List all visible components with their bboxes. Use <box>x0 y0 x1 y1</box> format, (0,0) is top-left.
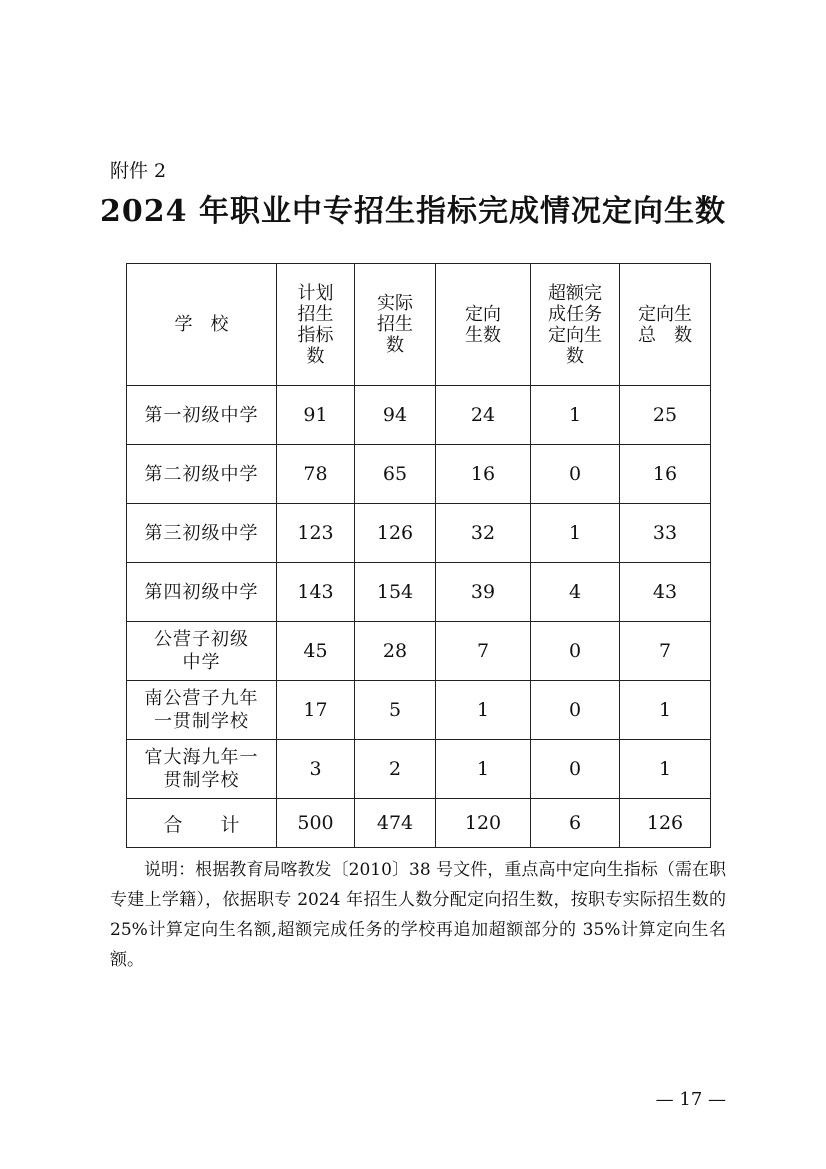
total-cell: 1 <box>620 740 711 799</box>
school-name-cell: 公营子初级 中学 <box>127 622 277 681</box>
total-plan: 500 <box>277 799 355 848</box>
excess-cell: 1 <box>531 504 620 563</box>
total-cell: 1 <box>620 681 711 740</box>
school-name-cell: 第四初级中学 <box>127 563 277 622</box>
document-title: 2024 年职业中专招生指标完成情况定向生数 <box>100 194 726 229</box>
total-cell: 25 <box>620 386 711 445</box>
header-school: 学 校 <box>127 264 277 386</box>
school-name-cell: 第一初级中学 <box>127 386 277 445</box>
excess-cell: 0 <box>531 445 620 504</box>
directed-cell: 39 <box>436 563 531 622</box>
total-row <box>127 799 711 848</box>
excess-cell: 0 <box>531 740 620 799</box>
header-directed: 定向 生数 <box>436 264 531 386</box>
data-table <box>126 263 711 848</box>
total-cell: 33 <box>620 504 711 563</box>
total-actual: 474 <box>355 799 436 848</box>
total-excess: 6 <box>531 799 620 848</box>
school-name-cell: 第三初级中学 <box>127 504 277 563</box>
table-row <box>127 563 711 622</box>
directed-cell: 7 <box>436 622 531 681</box>
table-row <box>127 504 711 563</box>
excess-cell: 4 <box>531 563 620 622</box>
header-total: 定向生 总 数 <box>620 264 711 386</box>
total-cell: 7 <box>620 622 711 681</box>
actual-cell: 28 <box>355 622 436 681</box>
actual-cell: 94 <box>355 386 436 445</box>
header-actual: 实际 招生 数 <box>355 264 436 386</box>
plan-cell: 143 <box>277 563 355 622</box>
actual-cell: 65 <box>355 445 436 504</box>
directed-cell: 32 <box>436 504 531 563</box>
table-row <box>127 681 711 740</box>
table-header-row <box>127 264 711 386</box>
total-cell: 16 <box>620 445 711 504</box>
plan-cell: 123 <box>277 504 355 563</box>
school-name-cell: 第二初级中学 <box>127 445 277 504</box>
plan-cell: 45 <box>277 622 355 681</box>
plan-cell: 91 <box>277 386 355 445</box>
actual-cell: 154 <box>355 563 436 622</box>
plan-cell: 78 <box>277 445 355 504</box>
total-directed: 120 <box>436 799 531 848</box>
table-row <box>127 622 711 681</box>
directed-cell: 1 <box>436 740 531 799</box>
explanatory-note: 说明：根据教育局喀教发〔2010〕38 号文件，重点高中定向生指标（需在职专建上学籍），依据职专 2024 年招生人数分配定向招生数，按职专实际招生数的 25%计算定向生名额,超额完成任务的学校再追加超额部分的 35%计算定向生名额。 <box>110 860 726 970</box>
attachment-label: 附件 2 <box>110 160 167 182</box>
total-cell: 43 <box>620 563 711 622</box>
header-plan: 计划 招生 指标 数 <box>277 264 355 386</box>
directed-cell: 24 <box>436 386 531 445</box>
directed-cell: 1 <box>436 681 531 740</box>
table-row <box>127 386 711 445</box>
actual-cell: 126 <box>355 504 436 563</box>
school-name-cell: 南公营子九年 一贯制学校 <box>127 681 277 740</box>
excess-cell: 0 <box>531 622 620 681</box>
header-excess: 超额完 成任务 定向生 数 <box>531 264 620 386</box>
excess-cell: 0 <box>531 681 620 740</box>
directed-cell: 16 <box>436 445 531 504</box>
plan-cell: 3 <box>277 740 355 799</box>
plan-cell: 17 <box>277 681 355 740</box>
page-number: — 17 — <box>655 1089 726 1110</box>
total-label: 合 计 <box>127 799 277 848</box>
table-row <box>127 740 711 799</box>
actual-cell: 2 <box>355 740 436 799</box>
table-row <box>127 445 711 504</box>
school-name-cell: 官大海九年一 贯制学校 <box>127 740 277 799</box>
total-sum: 126 <box>620 799 711 848</box>
excess-cell: 1 <box>531 386 620 445</box>
actual-cell: 5 <box>355 681 436 740</box>
